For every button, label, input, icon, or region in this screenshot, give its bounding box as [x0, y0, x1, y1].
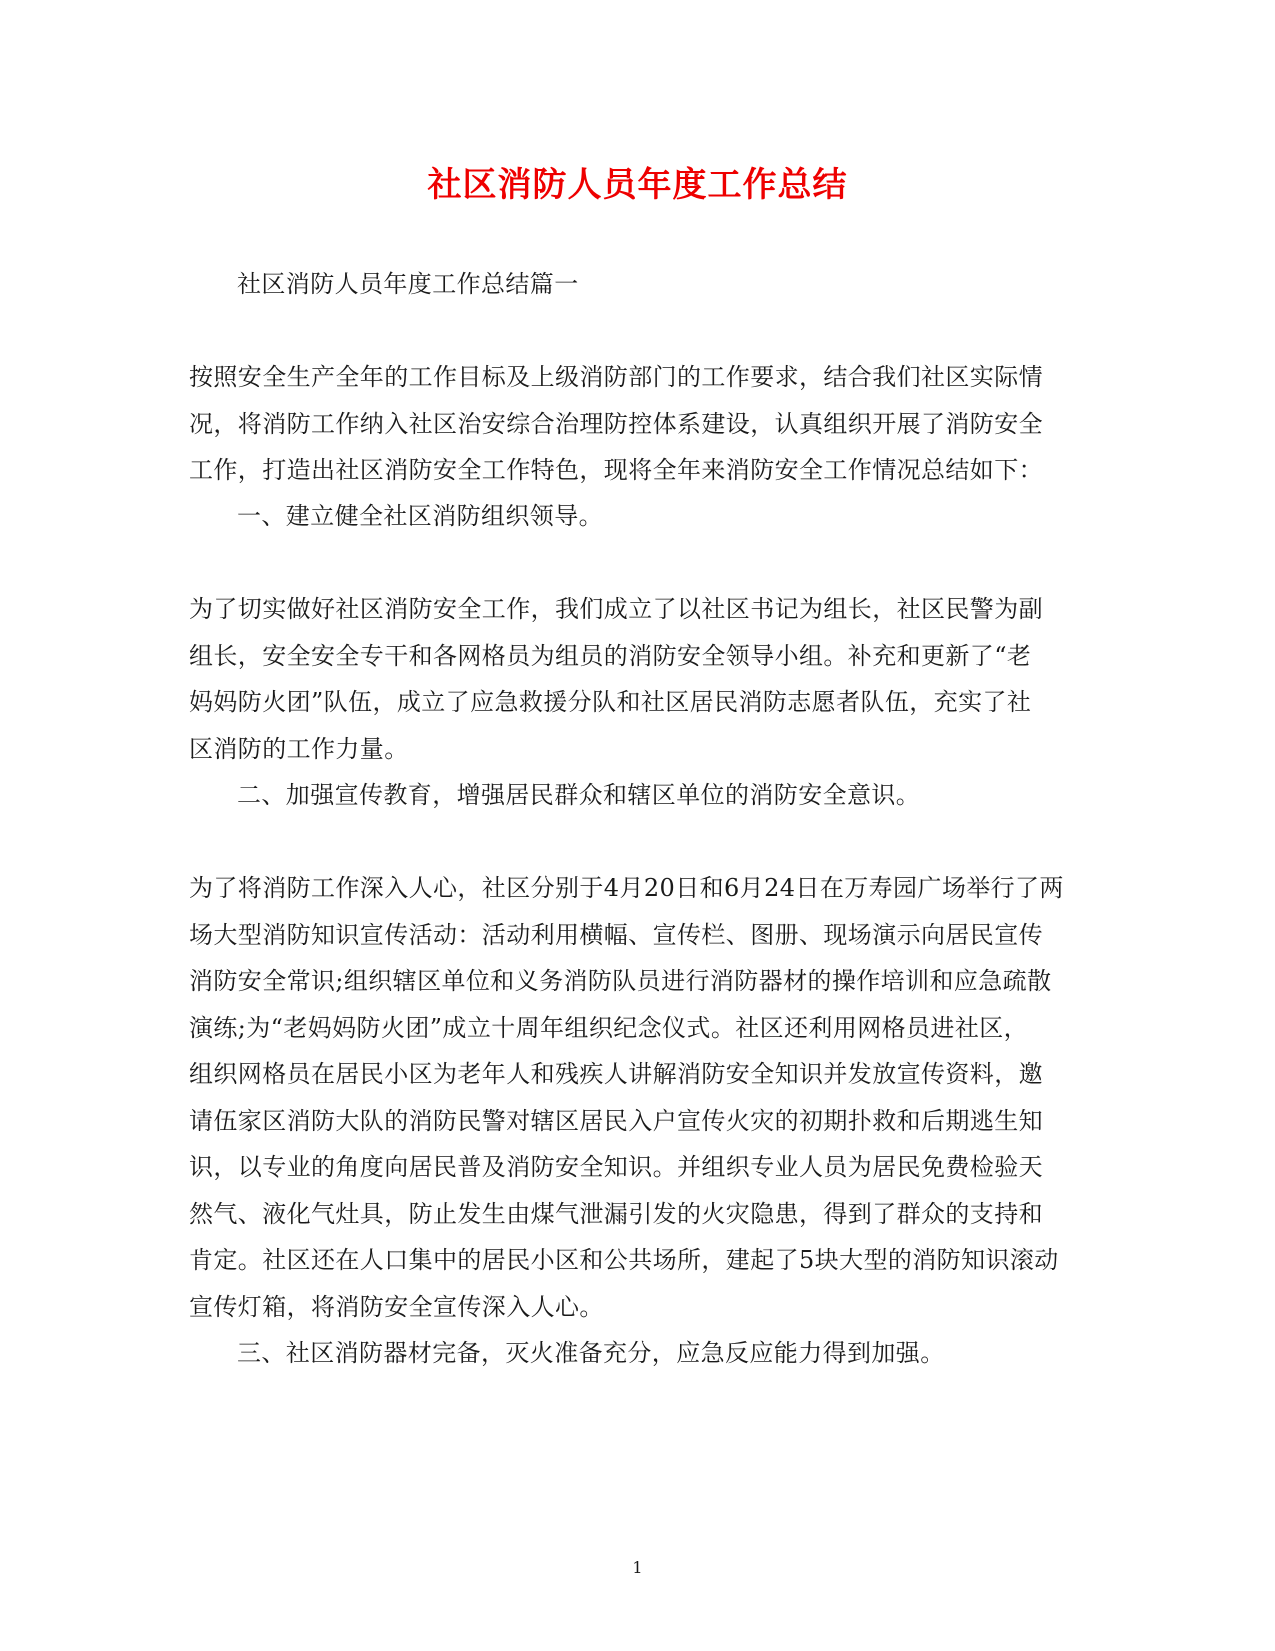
paragraph-organization: [189, 586, 1089, 772]
paragraph-line: 组长，安全安全专干和各网格员为组员的消防安全领导小组。补充和更新了“老: [189, 641, 1032, 670]
heading-text: 二、加强宣传教育，增强居民群众和辖区单位的消防安全意识。: [237, 781, 921, 809]
subtitle-text: 社区消防人员年度工作总结篇一: [237, 270, 579, 298]
paragraph-line: 组织网格员在居民小区为老年人和残疾人讲解消防安全知识并发放宣传资料，邀: [189, 1060, 1043, 1088]
paragraph-line: 请伍家区消防大队的消防民警对辖区居民入户宣传火灾的初期扑救和后期逃生知: [189, 1106, 1043, 1135]
paragraph-line: 区消防的工作力量。: [189, 734, 409, 763]
document-subtitle: [237, 261, 1089, 308]
heading-text: 一、建立健全社区消防组织领导。: [237, 502, 603, 530]
paragraph-line: 为了切实做好社区消防安全工作，我们成立了以社区书记为组长，社区民警为副: [189, 595, 1043, 623]
page-number: 1: [632, 1558, 643, 1577]
paragraph-line: 宣传灯箱，将消防安全宣传深入人心。: [189, 1292, 604, 1321]
paragraph-line: 肯定。社区还在人口集中的居民小区和公共场所，建起了5块大型的消防知识滚动: [189, 1246, 1059, 1274]
section-heading-1: [237, 493, 1089, 540]
heading-text: 三、社区消防器材完备，灭火准备充分，应急反应能力得到加强。: [237, 1339, 945, 1367]
paragraph-line: 然气、液化气灶具，防止发生由煤气泄漏引发的火灾隐患，得到了群众的支持和: [189, 1199, 1043, 1228]
paragraph-line: 演练;为“老妈妈防火团”成立十周年组织纪念仪式。社区还利用网格员进社区，: [189, 1013, 1029, 1042]
paragraph-line: 为了将消防工作深入人心，社区分别于4月20日和6月24日在万寿园广场举行了两: [189, 874, 1064, 902]
paragraph-line: 况，将消防工作纳入社区治安综合治理防控体系建设，认真组织开展了消防安全: [189, 409, 1043, 438]
paragraph-line: 按照安全生产全年的工作目标及上级消防部门的工作要求，结合我们社区实际情: [189, 363, 1043, 391]
paragraph-line: 工作，打造出社区消防安全工作特色，现将全年来消防安全工作情况总结如下：: [189, 456, 1043, 484]
paragraph-intro: [189, 354, 1089, 494]
paragraph-line: 识，以专业的角度向居民普及消防安全知识。并组织专业人员为居民免费检验天: [189, 1153, 1043, 1181]
document-title: 社区消防人员年度工作总结: [427, 165, 848, 205]
paragraph-line: 妈妈防火团”队伍，成立了应急救援分队和社区居民消防志愿者队伍，充实了社: [189, 688, 1032, 716]
section-heading-3: [237, 1330, 1089, 1377]
paragraph-publicity: [189, 865, 1089, 1330]
paragraph-line: 场大型消防知识宣传活动：活动利用横幅、宣传栏、图册、现场演示向居民宣传: [189, 920, 1043, 949]
section-heading-2: [237, 772, 1089, 819]
paragraph-line: 消防安全常识;组织辖区单位和义务消防队员进行消防器材的操作培训和应急疏散: [189, 967, 1052, 995]
